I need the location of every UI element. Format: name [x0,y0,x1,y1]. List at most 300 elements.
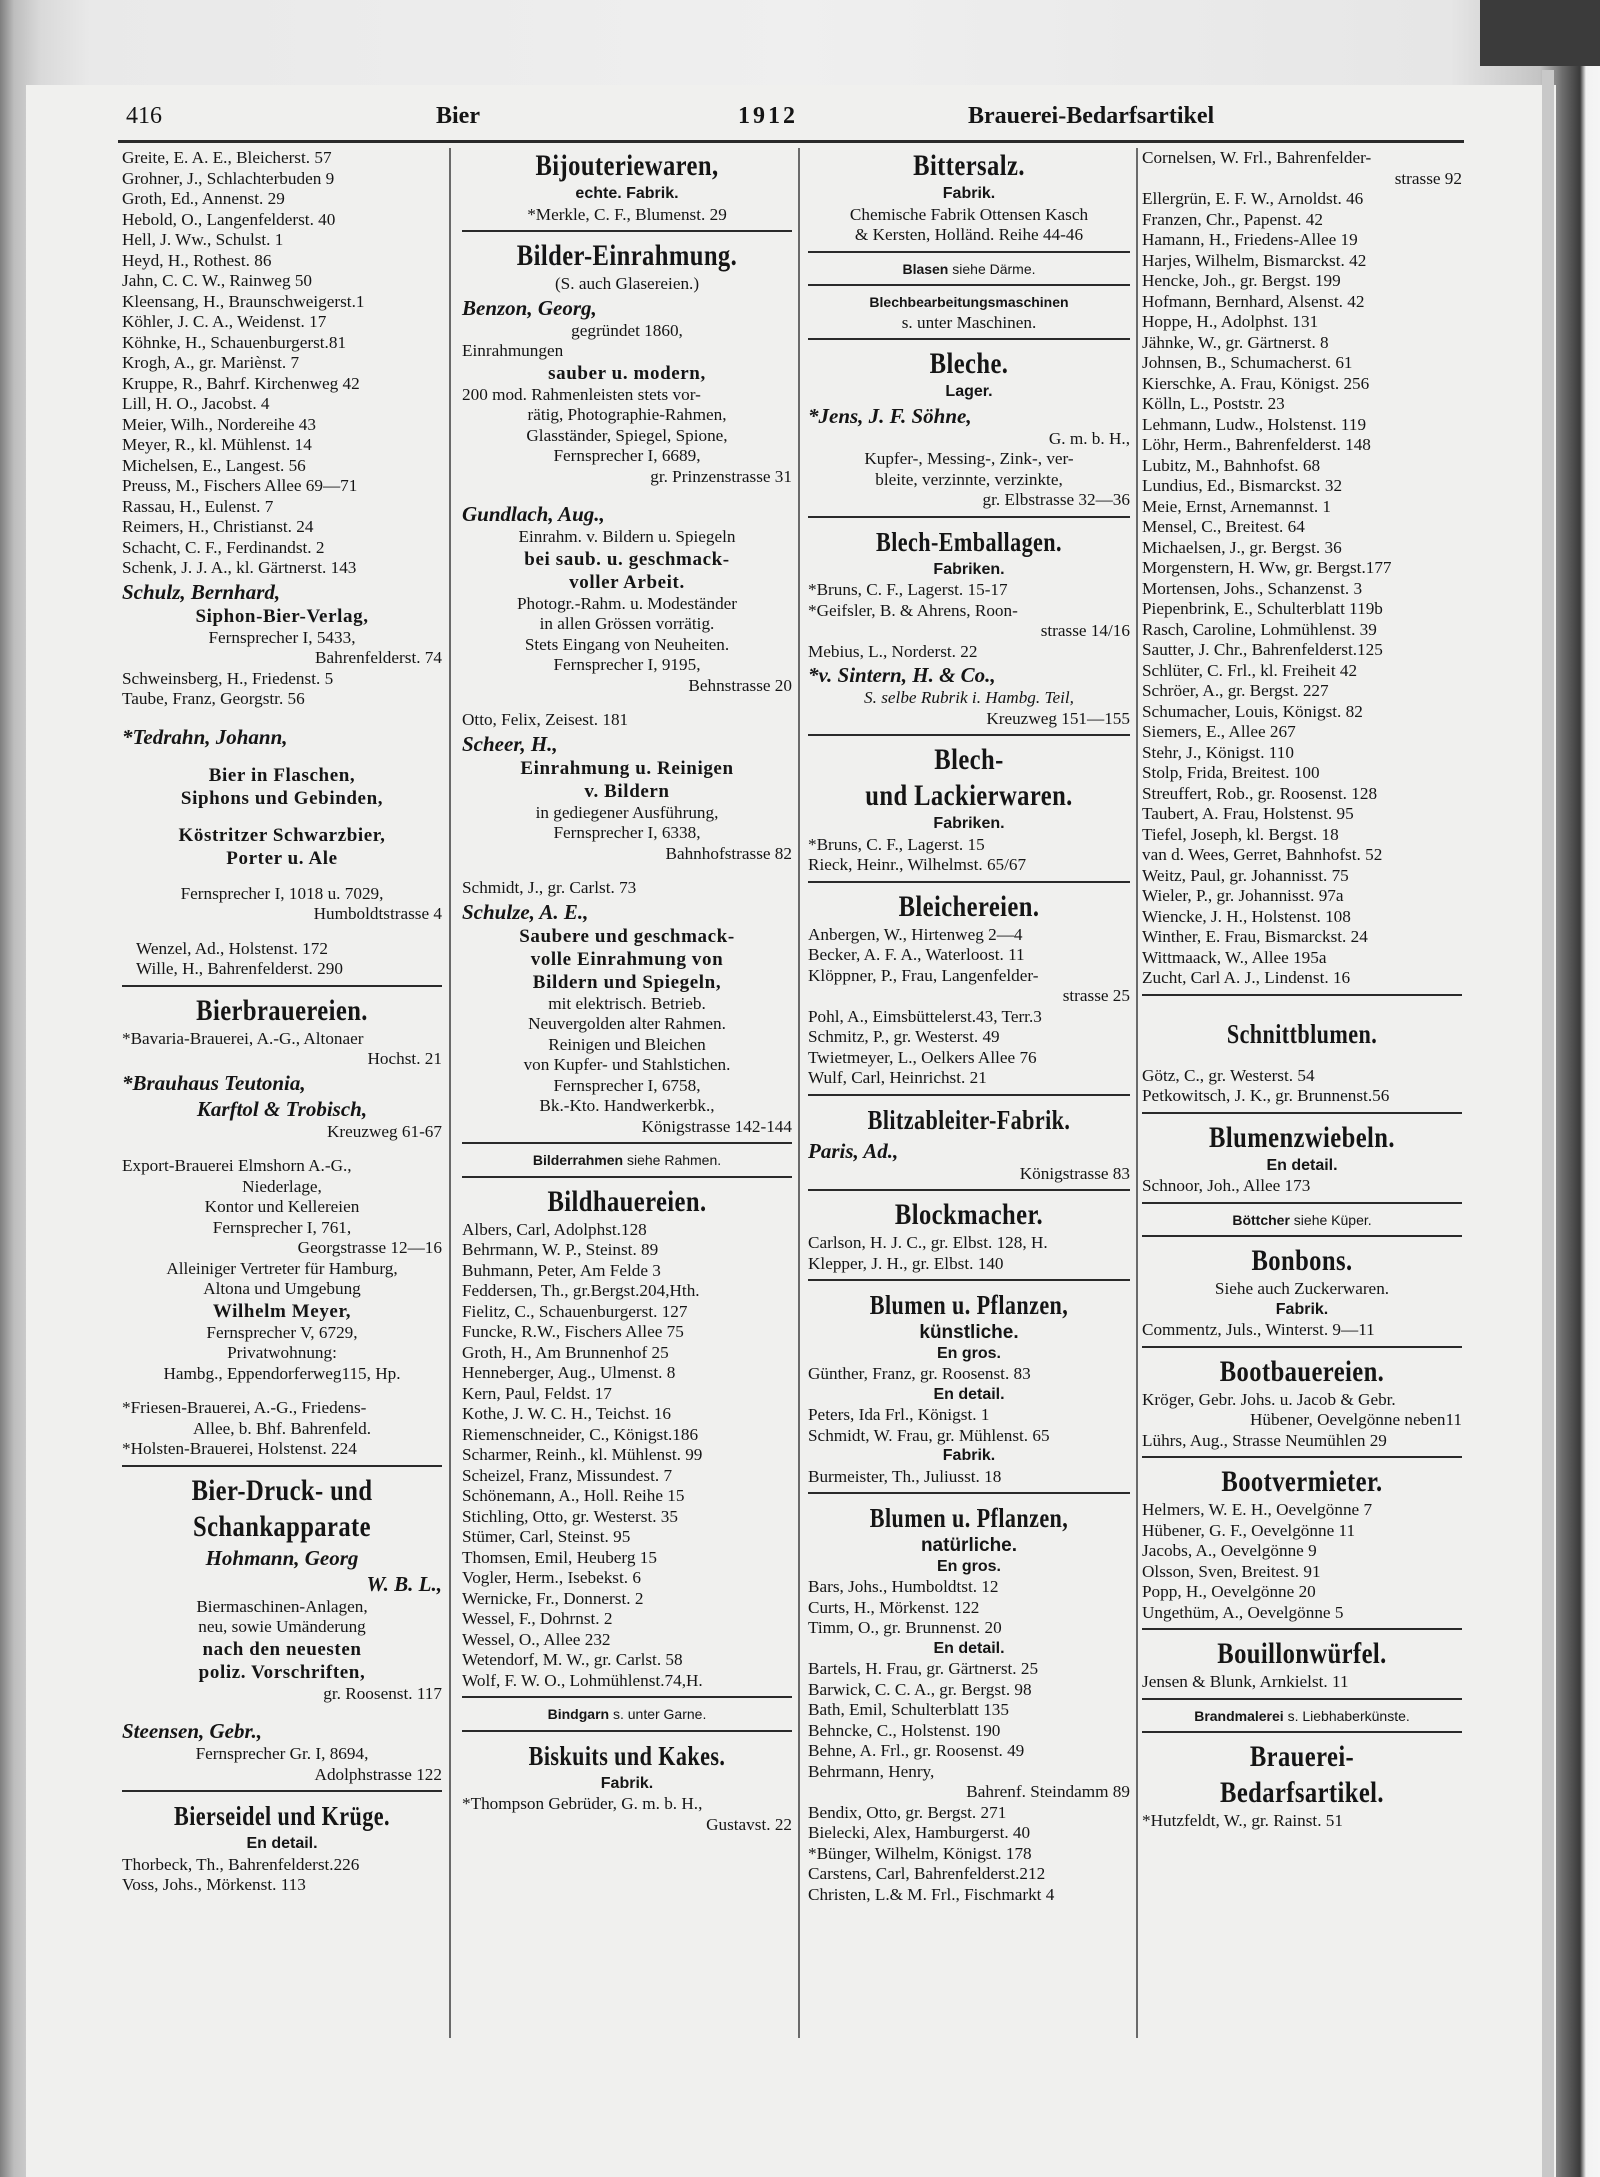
entry: strasse 92 [1394,168,1462,188]
section-subtitle: En gros. [936,1557,1001,1575]
entry: sauber u. modern, [548,362,706,384]
entry: Einrahmungen [462,341,564,360]
section-title: und Lackierwaren. [865,779,1073,812]
entry: Einrahmung u. Reinigen [520,757,734,779]
cross-reference-note: s. unter Maschinen. [901,312,1037,332]
entry-list [1142,148,1462,169]
section-subtitle: En gros. [936,1344,1001,1362]
section-note: Siehe auch Zuckerwaren. [1214,1279,1390,1298]
cross-reference: Bindgarn s. unter Garne. [547,1706,707,1722]
section-subtitle: En detail. [933,1639,1005,1657]
entry: Kern, Paul, Feldst. 17 [462,1383,612,1403]
entry-list [462,1220,792,1692]
entry: Wilhelm Meyer, [212,1300,352,1322]
entry: Bartels, H. Frau, gr. Gärtnerst. 25 [808,1659,1039,1678]
entry: Bendix, Otto, gr. Bergst. 271 [808,1802,1007,1822]
entry: Michelsen, E., Langest. 56 [122,455,306,475]
entry: strasse 25 [1062,986,1130,1005]
entry: Fernsprecher I, 6338, [553,823,701,842]
entry: Schmidt, W. Frau, gr. Mühlenst. 65 [808,1425,1050,1445]
entry: Günther, Franz, gr. Roosenst. 83 [808,1364,1031,1383]
entry: Twietmeyer, L., Oelkers Allee 76 [808,1047,1037,1067]
firm-line: Porter u. Ale [226,847,338,869]
entry: Albers, Carl, Adolphst.128 [462,1219,647,1239]
entry: Henneberger, Aug., Ulmenst. 8 [462,1363,676,1382]
entry: Kupfer-, Messing-, Zink-, ver- [864,449,1074,468]
section-subtitle: Fabriken. [933,560,1005,578]
section-title: Blumen u. Pflanzen, [869,1503,1069,1533]
entry: gegründet 1860, [571,320,683,340]
section-title: Bilder-Einrahmung. [516,239,738,272]
entry: Hübener, Oevelgönne neben11 [1249,1410,1462,1429]
section-subtitle: künstliche. [919,1322,1019,1343]
entry: Kreuzweg 151—155 [986,708,1130,728]
section-title: Bittersalz. [913,149,1025,182]
entry: Behrmann, W. P., Steinst. 89 [462,1240,659,1259]
entry: Jähnke, W., gr. Gärtnerst. 8 [1142,332,1329,352]
entry: Scharmer, Reinh., kl. Mühlenst. 99 [462,1445,703,1464]
entry: Becker, A. F. A., Waterloost. 11 [808,945,1025,964]
entry: Schröer, A., gr. Bergst. 227 [1142,681,1329,700]
entry: Schumacher, Louis, Königst. 82 [1142,701,1363,721]
entry: *Bünger, Wilhelm, Königst. 178 [808,1843,1032,1863]
entry: Wiencke, J. H., Holstenst. 108 [1142,906,1351,926]
entry: Fernsprecher I, 9195, [553,655,701,674]
entry: Götz, C., gr. Westerst. 54 [1142,1065,1315,1085]
entry: Export-Brauerei Elmshorn A.-G., [122,1156,352,1175]
entry: Kölln, L., Poststr. 23 [1142,394,1285,413]
section-subtitle: Fabrik. [942,185,996,202]
entry: Wenzel, Ad., Holstenst. 172 [136,938,328,958]
entry: Hochst. 21 [367,1049,442,1068]
section-title: Bonbons. [1251,1244,1353,1277]
entry: *Geifsler, B. & Ahrens, Roon- [808,600,1018,620]
entry: Behncke, C., Holstenst. 190 [808,1720,1001,1740]
entry: Krogh, A., gr. Mariènst. 7 [122,353,300,372]
entry: Glasständer, Spiegel, Spione, [526,425,728,445]
page-edge [1542,70,1554,2177]
entry: *Thompson Gebrüder, G. m. b. H., [462,1794,703,1813]
section-title: Bleche. [929,347,1009,380]
entry: gr. Roosenst. 117 [323,1683,442,1703]
entry: Schmitz, P., gr. Westerst. 49 [808,1027,1000,1046]
entry: Rasch, Caroline, Lohmühlenst. 39 [1142,619,1377,639]
entry: Lubitz, M., Bahnhofst. 68 [1142,455,1321,475]
section-title: Schnittblumen. [1226,1018,1378,1049]
section-title: Bijouteriewaren, [535,149,719,182]
entry: Otto, Felix, Zeisest. 181 [462,710,629,729]
entry: *Bruns, C. F., Lagerst. 15-17 [808,580,1008,599]
entry: strasse 14/16 [1040,621,1130,640]
section-title: Blitzableiter-Fabrik. [867,1104,1071,1135]
entry: Wolf, F. W. O., Lohmühlenst.74,H. [462,1670,703,1690]
entry: Königstrasse 83 [1019,1163,1130,1183]
entry: Meyer, R., kl. Mühlenst. 14 [122,435,312,454]
entry: in allen Grössen vorrätig. [539,614,715,633]
entry: *Holsten-Brauerei, Holstenst. 224 [122,1439,357,1458]
entry: Zucht, Carl A. J., Lindenst. 16 [1142,968,1351,987]
section-title: Bier-Druck- und [191,1473,373,1507]
entry: Weitz, Paul, gr. Johannisst. 75 [1142,865,1349,885]
entry: Funcke, R.W., Fischers Allee 75 [462,1322,684,1341]
firm-name: *Brauhaus Teutonia, [122,1070,306,1095]
section-title: Bootbauereien. [1219,1354,1385,1388]
entry: Fernsprecher V, 6729, [206,1322,358,1342]
entry: Buhmann, Peter, Am Felde 3 [462,1260,661,1280]
entry: Burmeister, Th., Juliusst. 18 [808,1466,1002,1486]
entry: Klepper, J. H., gr. Elbst. 140 [808,1253,1004,1273]
entry: Mensel, C., Breitest. 64 [1142,517,1305,536]
section-title: Bierbrauereien. [196,993,368,1027]
header-year: 1912 [738,103,798,129]
section-title: Blech- [934,743,1004,776]
firm-line: Bier in Flaschen, [208,764,356,786]
cross-reference: Blasen siehe Därme. [902,260,1036,277]
entry: Köhnke, H., Schauenburgerst.81 [122,332,347,352]
section-title: Blockmacher. [894,1198,1044,1231]
entry: Cornelsen, W. Frl., Bahrenfelder- [1142,148,1372,167]
entry: Jensen & Blunk, Arnkielst. 11 [1142,1672,1349,1691]
entry: Winther, E. Frau, Bismarckst. 24 [1142,927,1368,946]
entry: *Friesen-Brauerei, A.-G., Friedens- [122,1398,367,1417]
section-subtitle: Lager. [945,383,993,400]
section-subtitle: echte. Fabrik. [575,185,679,202]
entry: Photogr.-Rahm. u. Modeständer [516,593,738,613]
entry: Michaelsen, J., gr. Bergst. 36 [1142,537,1342,557]
firm-name: Scheer, H., [462,731,558,756]
entry: Thomsen, Emil, Heuberg 15 [462,1547,657,1567]
column-3 [808,148,1130,1905]
entry: Alleiniger Vertreter für Hamburg, [166,1258,398,1278]
entry: Köhler, J. C. A., Weidenst. 17 [122,312,327,331]
firm-name: Steensen, Gebr., [122,1719,263,1743]
entry: Hoppe, H., Adolphst. 131 [1142,312,1319,331]
entry: Pohl, A., Eimsbüttelerst.43, Terr.3 [808,1006,1042,1026]
entry: volle Einrahmung von [530,948,724,970]
entry: Stichling, Otto, gr. Westerst. 35 [462,1506,678,1526]
entry: Wille, H., Bahrenfelderst. 290 [136,959,343,978]
entry: Carlson, H. J. C., gr. Elbst. 128, H. [808,1233,1048,1252]
entry: Kreuzweg 61-67 [326,1121,442,1141]
entry: Allee, b. Bhf. Bahrenfeld. [192,1418,372,1438]
entry-list [122,939,442,980]
firm-name: *v. Sintern, H. & Co., [808,663,996,687]
scan-shadow [1480,0,1600,66]
entry: Behnstrasse 20 [688,675,792,695]
entry: Wittmaack, W., Allee 195a [1142,947,1327,967]
section-title: Blech-Emballagen. [876,526,1062,557]
entry: Helmers, W. E. H., Oevelgönne 7 [1142,1500,1373,1519]
entry: Streuffert, Rob., gr. Roosenst. 128 [1142,783,1378,803]
entry-list [122,669,442,710]
entry: Franzen, Chr., Papenst. 42 [1142,209,1323,229]
entry: Hencke, Joh., gr. Bergst. 199 [1142,271,1341,290]
entry: Reimers, H., Christianst. 24 [122,517,314,536]
entry: Thorbeck, Th., Bahrenfelderst.226 [122,1854,360,1874]
section-title: Bedarfsartikel. [1220,1776,1384,1809]
entry-list [808,1577,1130,1639]
column-rule [798,148,800,2038]
entry: Schweinsberg, H., Friedenst. 5 [122,668,334,688]
entry: Peters, Ida Frl., Königst. 1 [808,1405,990,1424]
entry: Klöppner, P., Frau, Langenfelder- [808,965,1039,985]
section-title: Bouillonwürfel. [1217,1637,1387,1670]
header-rule [118,140,1464,143]
entry: Lill, H. O., Jacobst. 4 [122,394,270,413]
entry: Fernsprecher I, 6758, [553,1075,701,1095]
section-subtitle: En detail. [1266,1156,1338,1174]
entry: Morgenstern, H. Ww, gr. Bergst.177 [1142,558,1392,577]
firm-line: Siphons und Gebinden, [180,787,384,809]
entry: Meie, Ernst, Arnemannst. 1 [1142,496,1332,516]
entry: Altona und Umgebung [203,1279,361,1298]
entry: Mortensen, Johs., Schanzenst. 3 [1142,578,1363,598]
entry: Stolp, Frida, Breitest. 100 [1142,763,1320,782]
firm-name: *Jens, J. F. Söhne, [808,403,972,428]
entry: *Merkle, C. F., Blumenst. 29 [527,204,727,224]
entry: Ellergrün, E. F. W., Arnoldst. 46 [1142,189,1364,208]
firm-name: Schulze, A. E., [462,899,589,924]
entry: Einrahm. v. Bildern u. Spiegeln [518,527,736,546]
firm-name: Schulz, Bernhard, [122,579,281,604]
entry: Piepenbrink, E., Schulterblatt 119b [1142,599,1383,618]
entry: Hamann, H., Friedens-Allee 19 [1142,230,1358,249]
cross-reference: Blechbearbeitungsmaschinen [869,294,1069,310]
section-subtitle: Fabriken. [933,815,1005,832]
firm-line: Bahrenfelderst. 74 [315,648,442,667]
entry: Jahn, C. C. W., Rainweg 50 [122,271,313,290]
entry: Biermaschinen-Anlagen, [196,1596,368,1616]
entry: *Bruns, C. F., Lagerst. 15 [808,834,985,854]
entry: Grohner, J., Schlachterbuden 9 [122,168,335,188]
entry: in gediegener Ausführung, [535,802,719,822]
firm-name: Hohmann, Georg [205,1545,359,1570]
entry: Wernicke, Fr., Donnerst. 2 [462,1588,644,1608]
entry: Wieler, P., gr. Johannisst. 97a [1142,886,1344,905]
entry: Bahrenf. Steindamm 89 [966,1782,1130,1801]
entry: Preuss, M., Fischers Allee 69—71 [122,476,358,495]
header-right-title: Brauerei-Bedarfsartikel [968,103,1215,129]
firm-name: W. B. L., [366,1571,442,1596]
section-title: Bleichereien. [898,889,1040,923]
entry: Schmidt, J., gr. Carlst. 73 [462,878,637,897]
firm-line: Fernsprecher I, 5433, [208,627,356,647]
entry-list [808,925,1130,987]
entry-list [808,1803,1130,1906]
entry: Popp, H., Oevelgönne 20 [1142,1582,1316,1601]
entry-list [122,148,442,579]
entry: rätig, Photographie-Rahmen, [527,405,727,424]
entry: Taubert, A. Frau, Holstenst. 95 [1142,804,1354,823]
entry: Fernsprecher Gr. I, 8694, [195,1744,369,1763]
entry: Lundius, Ed., Bismarckst. 32 [1142,476,1343,495]
entry: v. Bildern [584,780,670,802]
section-subtitle: Fabrik. [942,1447,996,1464]
entry: Adolphstrasse 122 [314,1764,442,1784]
entry: Bahnhofstrasse 82 [665,843,792,863]
entry: Anbergen, W., Hirtenweg 2—4 [808,924,1023,944]
column-2 [462,148,792,1835]
entry-list [808,1659,1130,1782]
firm-line: Köstritzer Schwarzbier, [178,824,386,846]
entry: Schenk, J. J. A., kl. Gärtnerst. 143 [122,558,357,577]
column-rule [449,148,451,2038]
entry: Harjes, Wilhelm, Bismarckst. 42 [1142,250,1367,270]
entry-list [1142,189,1462,989]
cross-reference: Brandmalerei s. Liebhaberkünste. [1194,1707,1410,1724]
section-note: (S. auch Glasereien.) [554,274,700,293]
entry: Timm, O., gr. Brunnenst. 20 [808,1618,1002,1637]
entry: Lehmann, Ludw., Holstenst. 119 [1142,414,1367,434]
entry: & Kersten, Holländ. Reihe 44-46 [854,225,1084,244]
entry: neu, sowie Umänderung [198,1617,366,1636]
entry: Riemenschneider, C., Königst.186 [462,1424,699,1444]
entry: Scheizel, Franz, Missundest. 7 [462,1465,673,1485]
firm-line: Siphon-Bier-Verlag, [195,605,369,627]
entry: Meier, Wilh., Nordereihe 43 [122,414,316,434]
entry-list [808,1007,1130,1089]
entry: Hofmann, Bernhard, Alsenst. 42 [1142,291,1365,311]
entry: Wessel, F., Dohrnst. 2 [462,1609,613,1628]
entry: Reinigen und Bleichen [548,1034,706,1054]
column-rule [1136,148,1138,2038]
cross-reference: Böttcher siehe Küper. [1232,1211,1372,1228]
entry: G. m. b. H., [1048,428,1130,448]
entry: Olsson, Sven, Breitest. 91 [1142,1561,1321,1581]
section-title: Bierseidel und Krüge. [174,1801,390,1831]
entry: poliz. Vorschriften, [198,1661,366,1683]
entry: Fernsprecher I, 6689, [553,446,701,465]
entry: Barwick, C. C. A., gr. Bergst. 98 [808,1679,1032,1699]
column-4 [1142,148,1462,1832]
entry: Chemische Fabrik Ottensen Kasch [849,204,1089,224]
entry: Bk.-Kto. Handwerkerbk., [539,1096,715,1115]
entry: Rassau, H., Eulenst. 7 [122,496,274,516]
entry: Greite, E. A. E., Bleicherst. 57 [122,148,332,167]
entry: Bath, Emil, Schulterblatt 135 [808,1700,1009,1719]
section-title: Schankapparate [193,1509,371,1543]
section-title: Bildhauereien. [547,1184,707,1218]
entry: Tiefel, Joseph, kl. Bergst. 18 [1142,824,1339,844]
entry: Mebius, L., Norderst. 22 [808,641,978,661]
entry: Commentz, Juls., Winterst. 9—11 [1142,1320,1375,1339]
entry: Stehr, J., Königst. 110 [1142,742,1294,762]
entry: Gustavst. 22 [706,1814,792,1834]
entry-list [1142,1500,1462,1623]
section-subtitle: Fabrik. [600,1774,654,1792]
entry: Kontor und Kellereien [204,1197,360,1216]
entry: Hübener, G. F., Oevelgönne 11 [1142,1520,1356,1540]
entry: Taube, Franz, Georgstr. 56 [122,689,305,708]
section-subtitle: natürliche. [920,1535,1018,1556]
entry: S. selbe Rubrik i. Hambg. Teil, [864,688,1074,707]
entry: Kleensang, H., Braunschweigerst.1 [122,291,365,311]
entry: Sautter, J. Chr., Bahrenfelderst.125 [1142,640,1383,659]
entry: Feddersen, Th., gr.Bergst.204,Hth. [462,1281,700,1300]
section-subtitle: En detail. [933,1385,1005,1403]
entry: Schnoor, Joh., Allee 173 [1142,1176,1311,1195]
entry: Fielitz, C., Schauenburgerst. 127 [462,1301,688,1321]
entry: Königstrasse 142-144 [641,1116,792,1136]
section-title: Blumenzwiebeln. [1209,1120,1395,1154]
entry: Stümer, Carl, Steinst. 95 [462,1527,631,1546]
entry: Georgstrasse 12—16 [297,1238,442,1257]
section-title: Brauerei- [1249,1740,1355,1773]
firm-name: Gundlach, Aug., [462,502,605,526]
entry: Curts, H., Mörkenst. 122 [808,1597,980,1617]
entry: Kothe, J. W. C. H., Teichst. 16 [462,1404,672,1423]
firm-line: Fernsprecher I, 1018 u. 7029, [180,883,384,903]
cross-reference: Bilderrahmen siehe Rahmen. [532,1152,722,1168]
entry: von Kupfer- und Stahlstichen. [523,1055,731,1074]
entry: Schacht, C. F., Ferdinandst. 2 [122,537,325,557]
section-subtitle: Fabrik. [1275,1300,1329,1318]
entry: gr. Elbstrasse 32—36 [982,490,1130,509]
entry: Hell, J. Ww., Schulst. 1 [122,230,284,249]
entry: Lührs, Aug., Strasse Neumühlen 29 [1142,1430,1387,1450]
entry: Fernsprecher I, 761, [212,1217,352,1237]
entry: mit elektrisch. Betrieb. [548,993,706,1013]
entry: nach den neuesten [202,1638,362,1660]
entry: Heyd, H., Rothest. 86 [122,250,272,270]
firm-name: Benzon, Georg, [462,295,597,320]
firm-name: Karftol & Trobisch, [196,1096,368,1121]
entry: Wessel, O., Allee 232 [462,1629,611,1649]
firm-name: *Tedrahn, Johann, [122,724,288,749]
entry: Schlüter, C. Frl., kl. Freiheit 42 [1142,660,1358,680]
column-1 [122,148,442,1896]
entry: voller Arbeit. [569,571,685,593]
entry: Neuvergolden alter Rahmen. [528,1014,726,1033]
entry: Christen, L.& M. Frl., Fischmarkt 4 [808,1884,1055,1904]
entry: Bars, Johs., Humboldtst. 12 [808,1577,999,1596]
entry: Behrmann, Henry, [808,1761,935,1781]
entry: van d. Wees, Gerret, Bahnhofst. 52 [1142,845,1383,864]
entry: Behne, A. Frl., gr. Roosenst. 49 [808,1741,1025,1760]
section-title: Bootvermieter. [1221,1465,1383,1498]
entry: Wetendorf, M. W., gr. Carlst. 58 [462,1650,683,1669]
page-number: 416 [126,103,162,129]
entry: Rieck, Heinr., Wilhelmst. 65/67 [808,855,1027,874]
entry: bleite, verzinnte, verzinkte, [875,469,1063,489]
entry: Ungethüm, A., Oevelgönne 5 [1142,1602,1344,1622]
entry: Bielecki, Alex, Hamburgerst. 40 [808,1823,1031,1842]
entry: Siemers, E., Allee 267 [1142,722,1296,741]
entry: Löhr, Herm., Bahrenfelderst. 148 [1142,435,1371,454]
entry: *Hutzfeldt, W., gr. Rainst. 51 [1142,1811,1343,1830]
entry: Jacobs, A., Oevelgönne 9 [1142,1541,1317,1560]
entry: Wulf, Carl, Heinrichst. 21 [808,1068,987,1087]
firm-line: Humboldtstrasse 4 [313,904,442,923]
entry: Vogler, Herm., Isebekst. 6 [462,1568,641,1587]
entry: bei saub. u. geschmack- [524,548,730,570]
entry: Saubere und geschmack- [519,925,735,947]
entry: Kröger, Gebr. Johs. u. Jacob & Gebr. [1142,1389,1396,1409]
entry: Kierschke, A. Frau, Königst. 256 [1142,373,1370,393]
section-subtitle: En detail. [246,1835,318,1852]
entry: Hambg., Eppendorferweg115, Hp. [163,1363,401,1383]
entry: Groth, H., Am Brunnenhof 25 [462,1342,669,1362]
entry: *Bavaria-Brauerei, A.-G., Altonaer [122,1028,364,1048]
entry: Johnsen, B., Schumacherst. 61 [1142,353,1353,372]
entry: Petkowitsch, J. K., gr. Brunnenst.56 [1142,1086,1390,1105]
entry: Groth, Ed., Annenst. 29 [122,189,285,208]
entry: Voss, Johs., Mörkenst. 113 [122,1875,306,1894]
entry: 200 mod. Rahmenleisten stets vor- [462,384,701,404]
firm-name: Paris, Ad., [808,1138,899,1163]
entry: Kruppe, R., Bahrf. Kirchenweg 42 [122,373,360,393]
section-title: Blumen u. Pflanzen, [869,1290,1069,1320]
